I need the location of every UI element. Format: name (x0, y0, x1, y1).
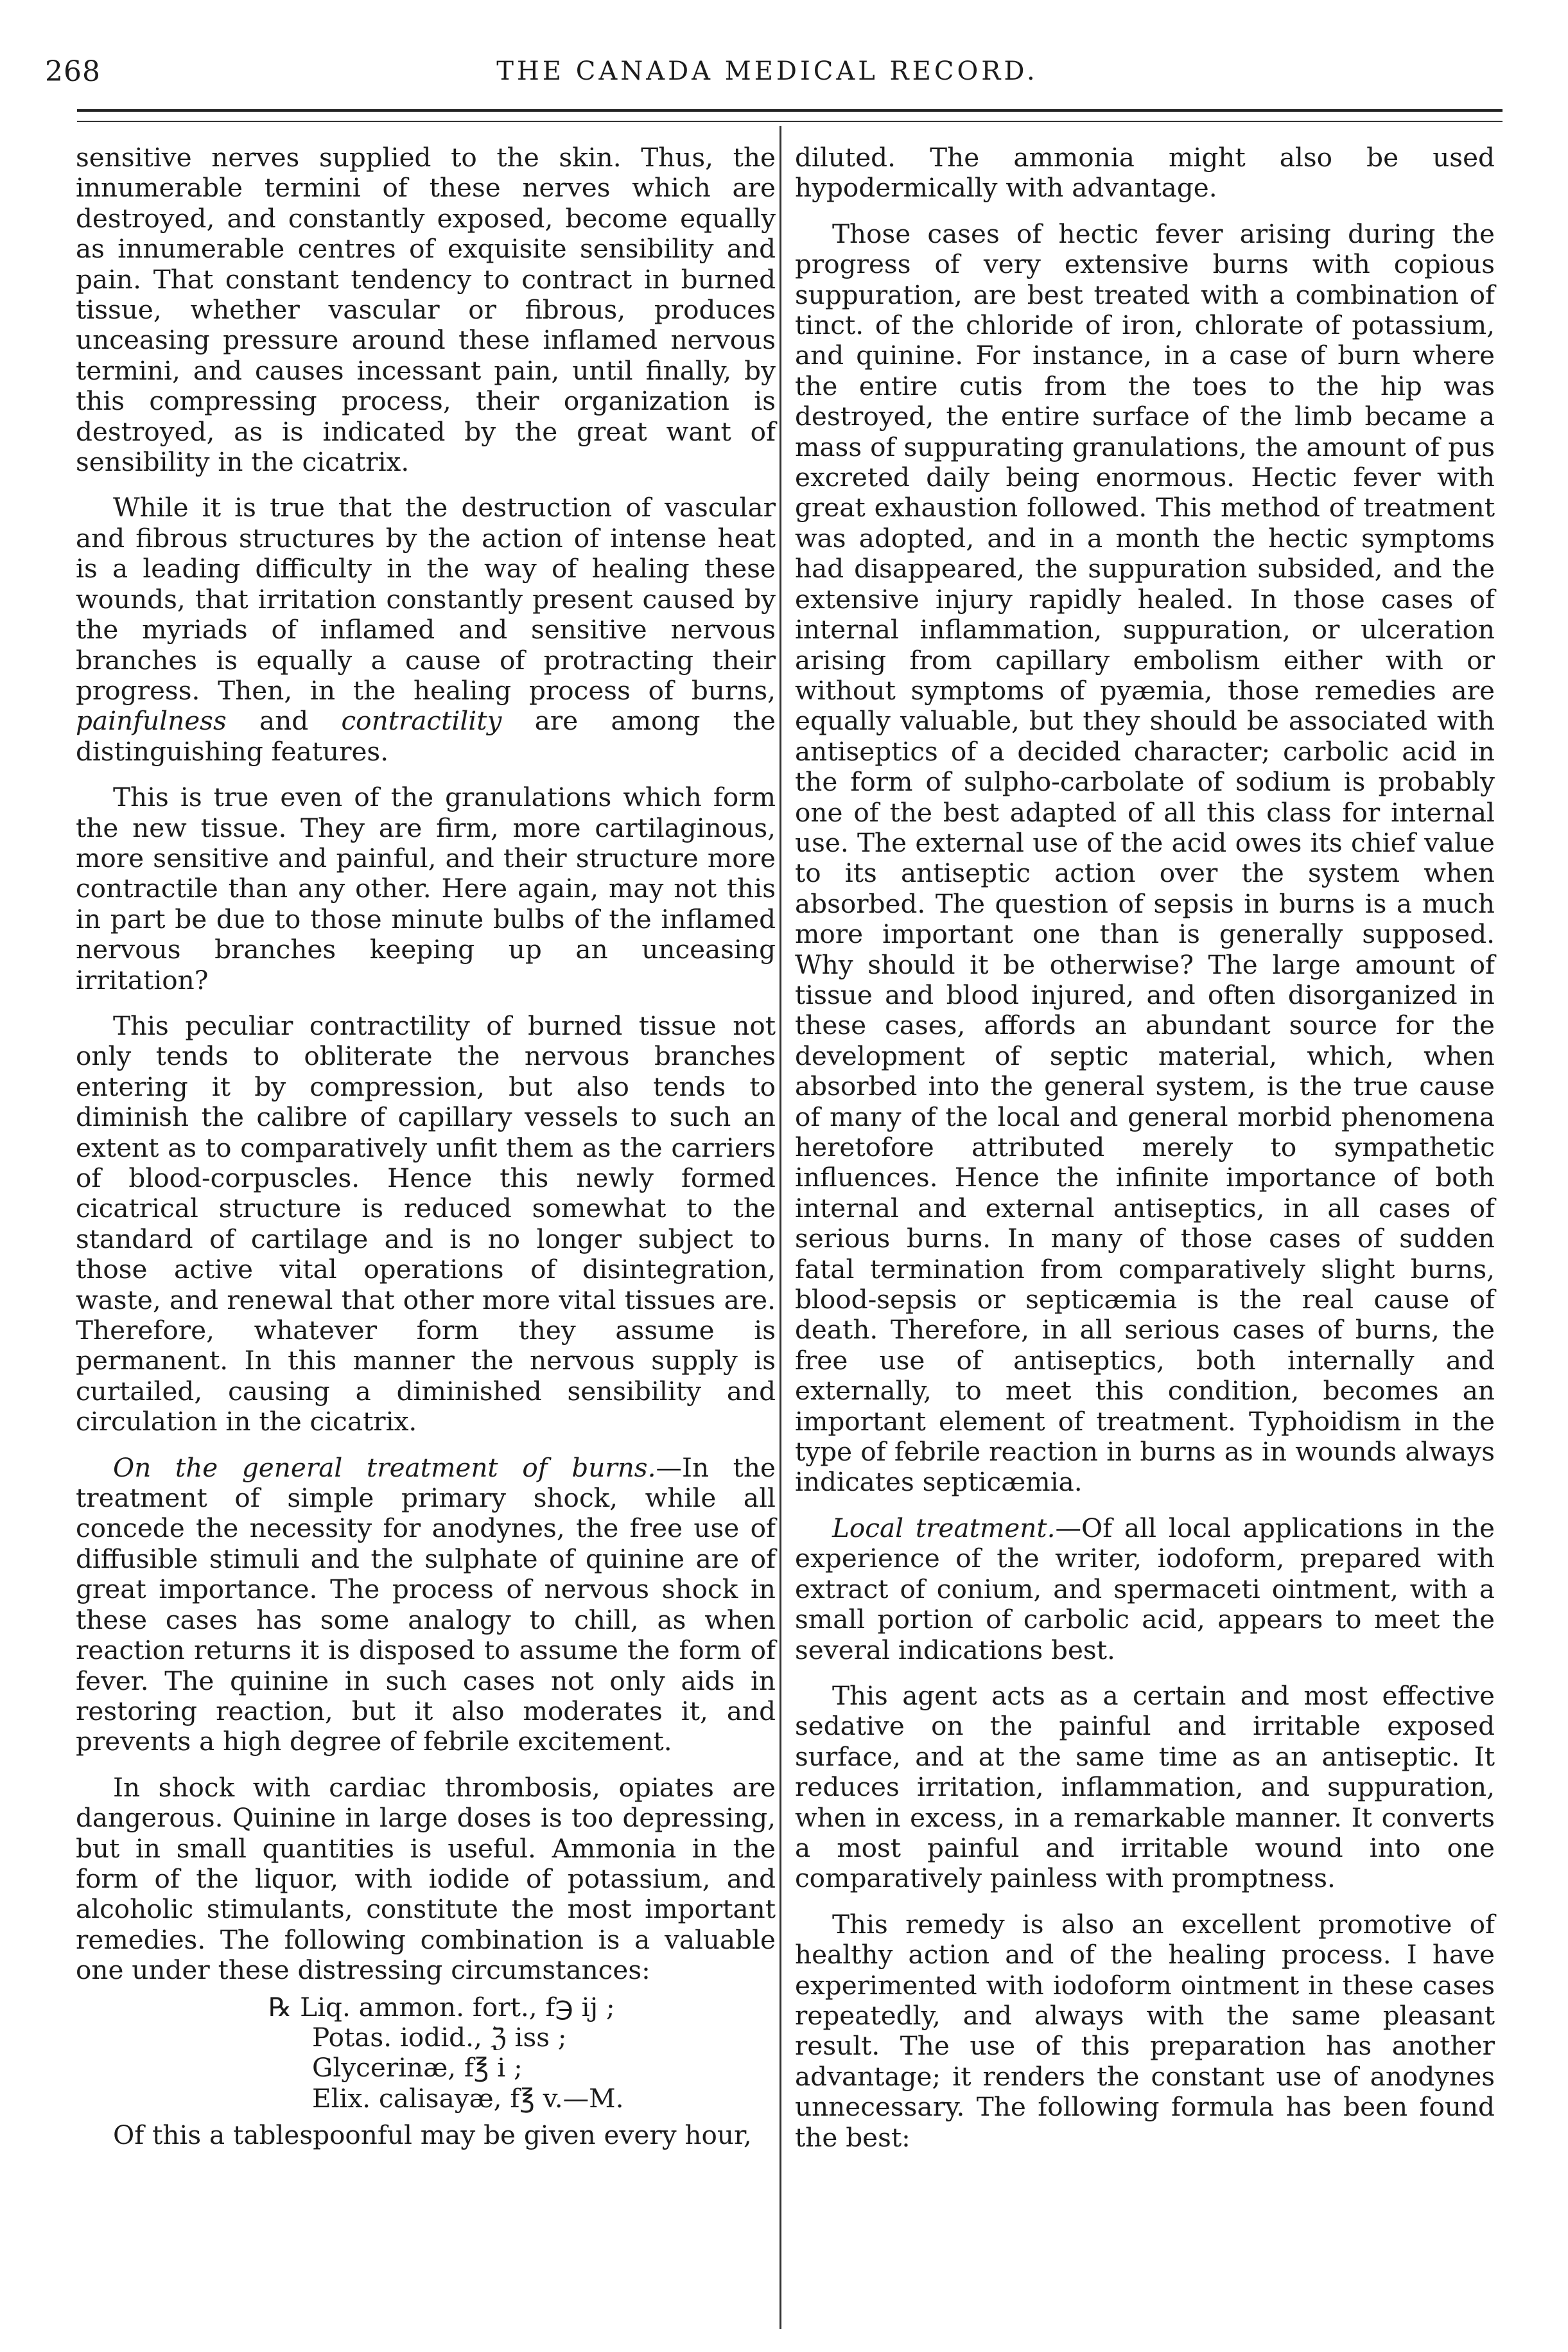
left-paragraph-5-text: —In the treatment of simple primary shock, while all concede the necessity for anodynes, the free use of diffusible stimuli and the sulphate of quinine are of great importance. The process of nervous shock in these cases has some analogy to chill, as when reaction returns it is disposed to assume the form of fever. The quinine in such cases not only aids in restoring reaction, but it also moderates it, and prevents a high degree of febrile excitement. (76, 1452, 776, 1757)
formula-line-1: ℞ Liq. ammon. fort., f℈ ij ; (268, 1991, 615, 2023)
left-paragraph-2-end: are among the distinguishing features. (76, 705, 776, 767)
left-paragraph-2-text: While it is true that the destruction of vascular and fibrous structures by the action of intense heat is a leading difficulty in the way of healing these wounds, that irritation constantly present caused by the myriads of inflamed and sensitive nervous branches is equally a cause of protracting their progress. Then, in the healing process of burns, (76, 492, 776, 706)
italic-contractility: contractility (341, 705, 502, 737)
right-paragraph-5: This remedy is also an excellent promotive of healthy action and of the healing process. I have experimented with iodoform ointment in these cases repeatedly, and always with the same pleasant result. The use of this preparation has another advantage; it renders the constant use of anodynes unnecessary. The following formula has been found the best: (795, 1908, 1495, 2153)
italic-painfulness: painfulness (76, 705, 227, 737)
section-heading-local-treatment: Local treatment. (832, 1512, 1056, 1543)
right-column (795, 143, 1495, 2168)
left-paragraph-2 (76, 493, 776, 767)
right-paragraph-3 (795, 1513, 1495, 1665)
formula-line-2: Potas. iodid., ℨ iss ; (312, 2021, 567, 2053)
column-divider (780, 126, 781, 2329)
header-subrule (77, 121, 1503, 122)
left-paragraph-6: In shock with cardiac thrombosis, opiates are dangerous. Quinine in large doses is too depressing, but in small quantities is useful. Ammonia in the form of the liquor, with iodide of potassium, and alcoholic stimulants, constitute the most important remedies. The following combination is a valuable one under these distressing circumstances: (76, 1771, 776, 1986)
left-paragraph-5 (76, 1453, 776, 1757)
left-paragraph-1: sensitive nerves supplied to the skin. Thus, the innumerable termini of these nerves which are destroyed, and constantly exposed, become equally as innumerable centres of exquisite sensibility and pain. That constant tendency to contract in burned tissue, whether vascular or fibrous, produces unceasing pressure around these inflamed nervous termini, and causes incessant pain, until finally, by this compressing process, their organization is destroyed, as is indicated by the great want of sensibility in the cicatrix. (76, 142, 776, 478)
page-number: 268 (45, 55, 101, 88)
formula-line-4: Elix. calisayæ, f℥ v.—M. (312, 2082, 624, 2114)
section-heading-general-treatment: On the general treatment of burns. (113, 1452, 656, 1483)
header-rule (77, 109, 1503, 112)
left-column (76, 143, 776, 2166)
running-head: THE CANADA MEDICAL RECORD. (496, 57, 1038, 86)
left-paragraph-7: Of this a tablespoonful may be given every hour, (113, 2119, 752, 2151)
right-paragraph-4: This agent acts as a certain and most effective sedative on the painful and irritable exposed surface, and at the same time as an antiseptic. It reduces irritation, inflammation, and suppuration, when in excess, in a remarkable manner. It converts a most painful and irritable wound into one comparatively painless with promptness. (795, 1680, 1495, 1894)
left-paragraph-4: This peculiar contractility of burned tissue not only tends to obliterate the nervous branches entering it by compression, but also tends to diminish the calibre of capillary vessels to such an extent as to comparatively unfit them as the carriers of blood-corpuscles. Hence this newly formed cicatrical structure is reduced somewhat to the standard of cartilage and is no longer subject to those active vital operations of disintegration, waste, and renewal that other more vital tissues are. Therefore, whatever form they assume is permanent. In this manner the nervous supply is curtailed, causing a diminished sensibility and circulation in the cicatrix. (76, 1010, 776, 1437)
prescription-formula (76, 1992, 776, 2114)
page-header (45, 55, 1490, 94)
left-paragraph-3: This is true even of the granulations which form the new tissue. They are firm, more cartilaginous, more sensitive and painful, and their structure more contractile than any other. Here again, may not this in part be due to those minute bulbs of the inflamed nervous branches keeping up an unceasing irritation? (76, 782, 776, 996)
right-paragraph-2: Those cases of hectic fever arising during the progress of very extensive burns with copious suppuration, are best treated with a combination of tinct. of the chloride of iron, chlorate of potassium, and quinine. For instance, in a case of burn where the entire cutis from the toes to the hip was destroyed, the entire surface of the limb became a mass of suppurating granulations, the amount of pus excreted daily being enormous. Hectic fever with great exhaustion followed. This method of treatment was adopted, and in a month the hectic symptoms had disappeared, the suppuration subsided, and the extensive injury rapidly healed. In those cases of internal inflammation, suppuration, or ulceration arising from capillary embolism either with or without symptoms of pyæmia, those remedies are equally valuable, but they should be associated with antiseptics of a decided character; carbolic acid in the form of sulpho-carbolate of sodium is probably one of the best adapted of all this class for internal use. The external use of the acid owes its chief value to its antiseptic action over the system when absorbed. The question of sepsis in burns is a much more important one than is generally supposed. Why should it be otherwise? The large amount of tissue and blood injured, and often disorganized in these cases, affords an abundant source for the development of septic material, which, when absorbed into the general system, is the true cause of many of the local and general morbid phenomena heretofore attributed merely to sympathetic influences. Hence the infinite importance of both internal and external antiseptics, in all cases of serious burns. In many of those cases of sudden fatal termination from comparatively slight burns, blood-sepsis or septicæmia is the real cause of death. Therefore, in all serious cases of burns, the free use of antiseptics, both internally and externally, to meet this condition, becomes an important element of treatment. Typhoidism in the type of febrile reaction in burns as in wounds always indicates septicæmia. (795, 218, 1495, 1498)
right-paragraph-1: diluted. The ammonia might also be used hypodermically with advantage. (795, 142, 1495, 204)
formula-line-3: Glycerinæ, f℥ i ; (312, 2052, 523, 2084)
left-paragraph-2-and: and (226, 705, 342, 737)
right-paragraph-3-text: —Of all local applications in the experience of the writer, iodoform, prepared with extract of conium, and spermaceti ointment, with a small portion of carbolic acid, appears to meet the several indications best. (795, 1512, 1495, 1665)
